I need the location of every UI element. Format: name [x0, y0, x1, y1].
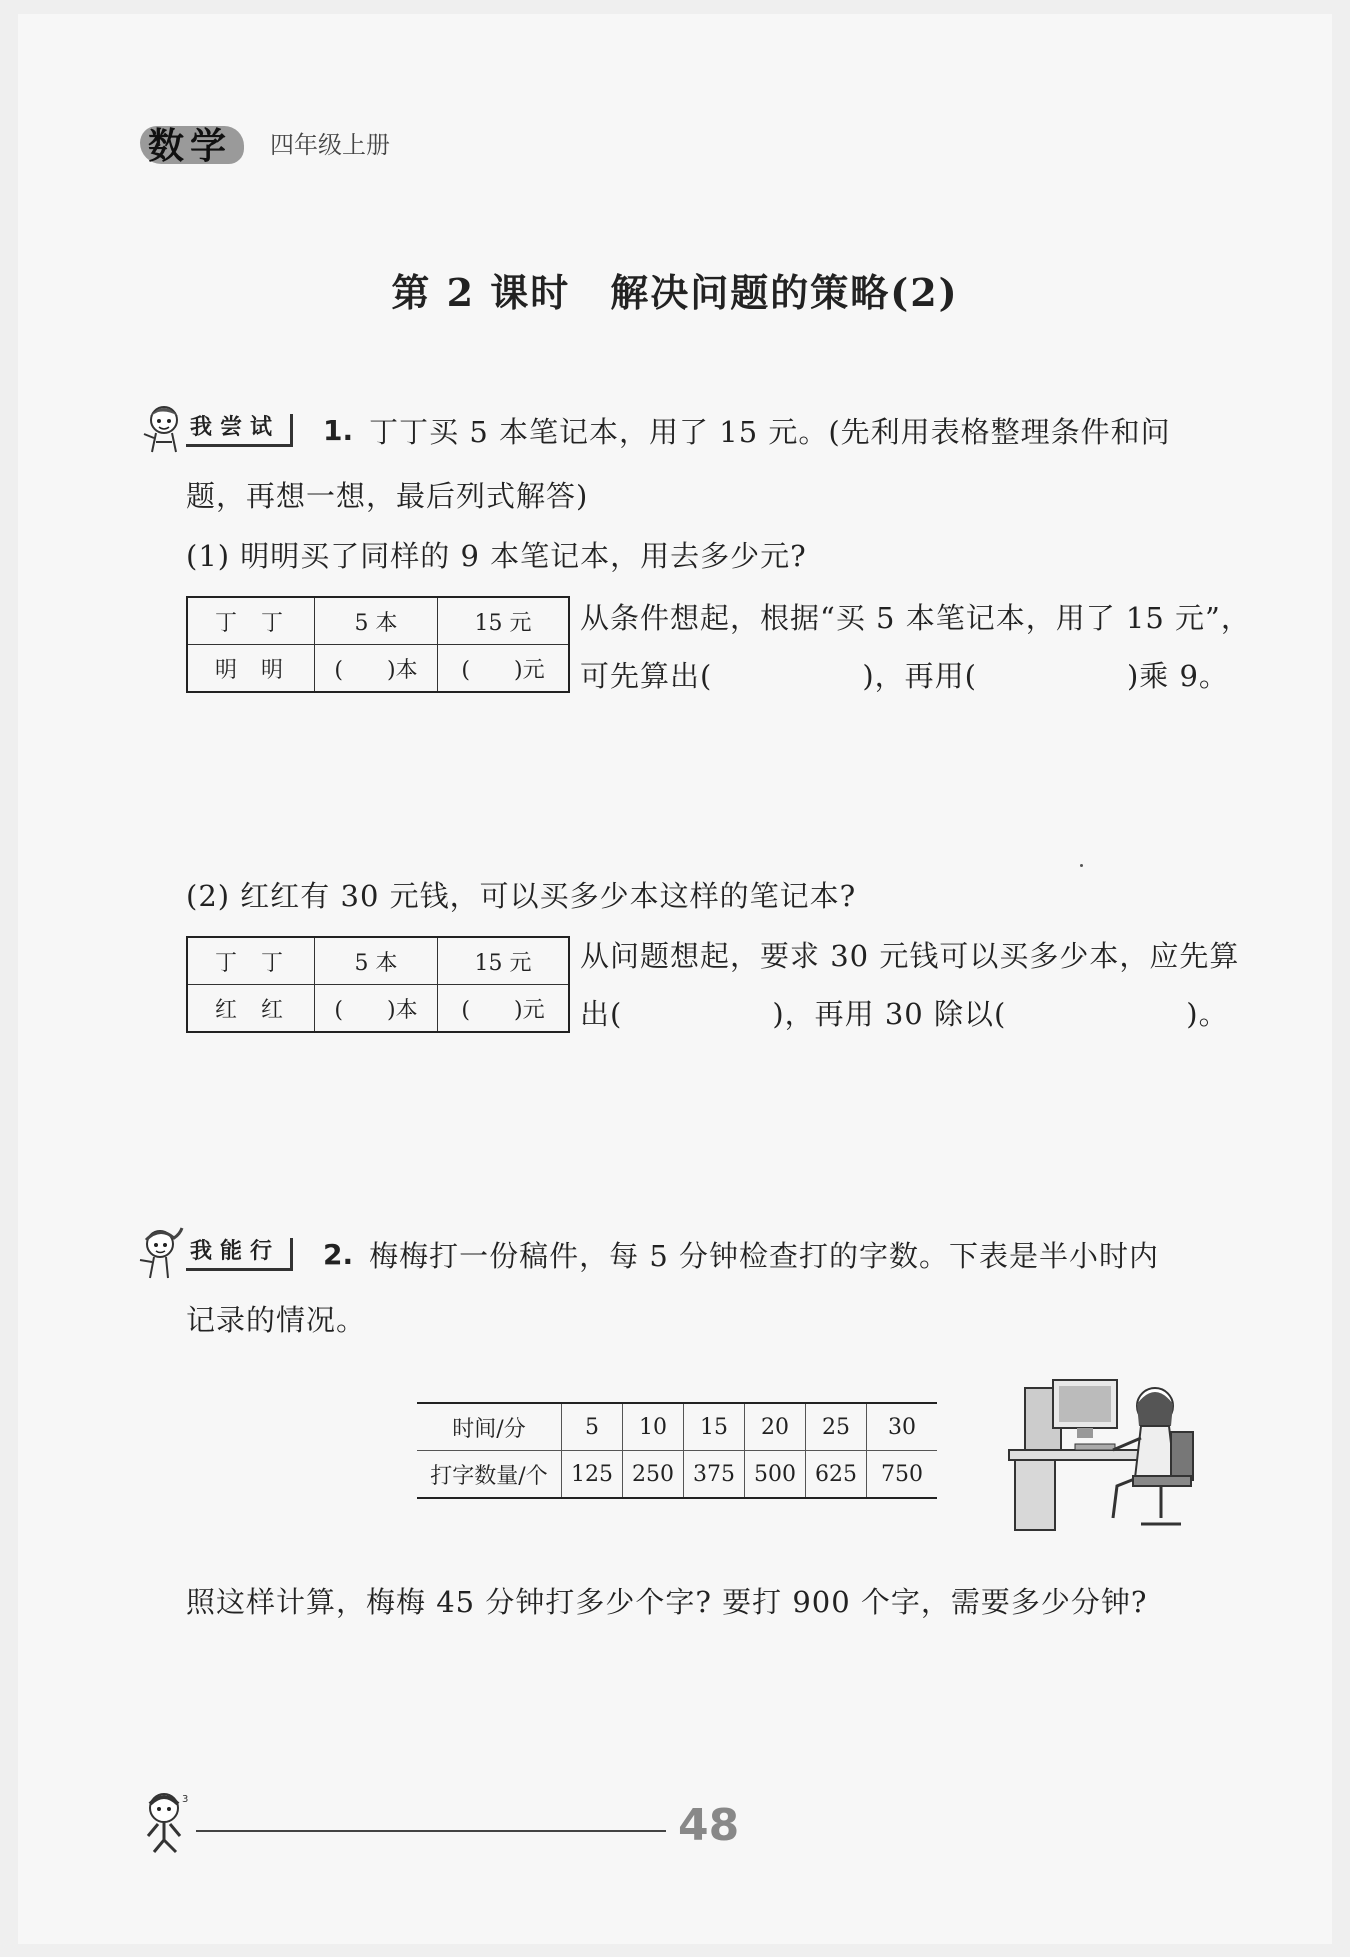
answer-blank-yuan[interactable]: ( )元 — [438, 985, 570, 1033]
table-row — [417, 1403, 937, 1451]
question2-text-line1: 梅梅打一份稿件，每 5 分钟检查打的字数。下表是半小时内 — [369, 1238, 1160, 1273]
table-cell: 5 本 — [315, 597, 438, 645]
part2-question: (2) 红红有 30 元钱，可以买多少本这样的笔记本? — [186, 879, 857, 913]
table-cell: 5 本 — [315, 937, 438, 985]
table-cell: 丁丁 — [187, 937, 315, 985]
lesson-title: 第 2 课时 解决问题的策略(2) — [391, 270, 959, 315]
table-cell: 20 — [745, 1403, 806, 1451]
section1-tag: 我尝试 — [186, 414, 293, 447]
table-row — [187, 597, 569, 645]
question1-text-line1: 丁丁买 5 本笔记本，用了 15 元。(先利用表格整理条件和问 — [369, 414, 1171, 449]
part1-question: (1) 明明买了同样的 9 本笔记本，用去多少元? — [186, 539, 807, 573]
answer-blank-books[interactable]: ( )本 — [315, 985, 438, 1033]
kid-mascot-icon — [138, 1226, 186, 1282]
table-cell: 明明 — [187, 645, 315, 693]
part1-hint-line2[interactable]: 可先算出( )，再用( )乘 9。 — [580, 659, 1229, 693]
page-header — [140, 112, 390, 172]
table-cell: 375 — [684, 1451, 745, 1499]
footer-rule — [196, 1830, 666, 1832]
svg-text:3: 3 — [182, 1794, 189, 1805]
table-cell: 25 — [806, 1403, 867, 1451]
footer-mascot-icon — [138, 1790, 194, 1856]
table-row — [417, 1451, 937, 1499]
table-cell: 10 — [623, 1403, 684, 1451]
table-cell: 625 — [806, 1451, 867, 1499]
table-cell: 500 — [745, 1451, 806, 1499]
girl-at-computer-illustration — [1005, 1368, 1205, 1538]
subject-badge — [140, 116, 250, 168]
table-cell: 30 — [867, 1403, 938, 1451]
table-cell: 红红 — [187, 985, 315, 1033]
girl-mascot-icon — [138, 402, 186, 458]
table-cell: 5 — [562, 1403, 623, 1451]
table-cell: 250 — [623, 1451, 684, 1499]
row-header: 时间/分 — [417, 1403, 562, 1451]
question1-number: 1. — [323, 413, 354, 447]
table-cell: 125 — [562, 1451, 623, 1499]
table-row — [187, 645, 569, 693]
table-row — [187, 937, 569, 985]
table-cell: 丁丁 — [187, 597, 315, 645]
section1-head — [138, 402, 1171, 458]
question1-text-line2: 题，再想一想，最后列式解答) — [186, 479, 589, 513]
grade-label: 四年级上册 — [270, 130, 390, 159]
answer-blank-books[interactable]: ( )本 — [315, 645, 438, 693]
row-header: 打字数量/个 — [417, 1451, 562, 1499]
section2-head — [138, 1226, 1159, 1282]
subject-label: 数学 — [148, 126, 233, 167]
page-number: 48 — [678, 1800, 740, 1851]
table-cell: 15 — [684, 1403, 745, 1451]
table-cell: 15 元 — [438, 597, 570, 645]
question2-text-line2: 记录的情况。 — [186, 1303, 367, 1337]
typing-record-table — [417, 1402, 937, 1499]
speck — [1080, 864, 1083, 867]
part2-hint-line2[interactable]: 出( )，再用 30 除以( )。 — [580, 997, 1229, 1031]
part1-table — [186, 596, 570, 693]
answer-blank-yuan[interactable]: ( )元 — [438, 645, 570, 693]
table-cell: 750 — [867, 1451, 938, 1499]
section2-tag: 我能行 — [186, 1238, 293, 1271]
table-row — [187, 985, 569, 1033]
table-cell: 15 元 — [438, 937, 570, 985]
part2-hint-line1: 从问题想起，要求 30 元钱可以买多少本，应先算 — [580, 939, 1240, 973]
question2-followup: 照这样计算，梅梅 45 分钟打多少个字? 要打 900 个字，需要多少分钟? — [186, 1585, 1148, 1619]
part1-hint-line1: 从条件想起，根据“买 5 本笔记本，用了 15 元”， — [580, 601, 1251, 635]
question2-number: 2. — [323, 1237, 354, 1271]
part2-table — [186, 936, 570, 1033]
